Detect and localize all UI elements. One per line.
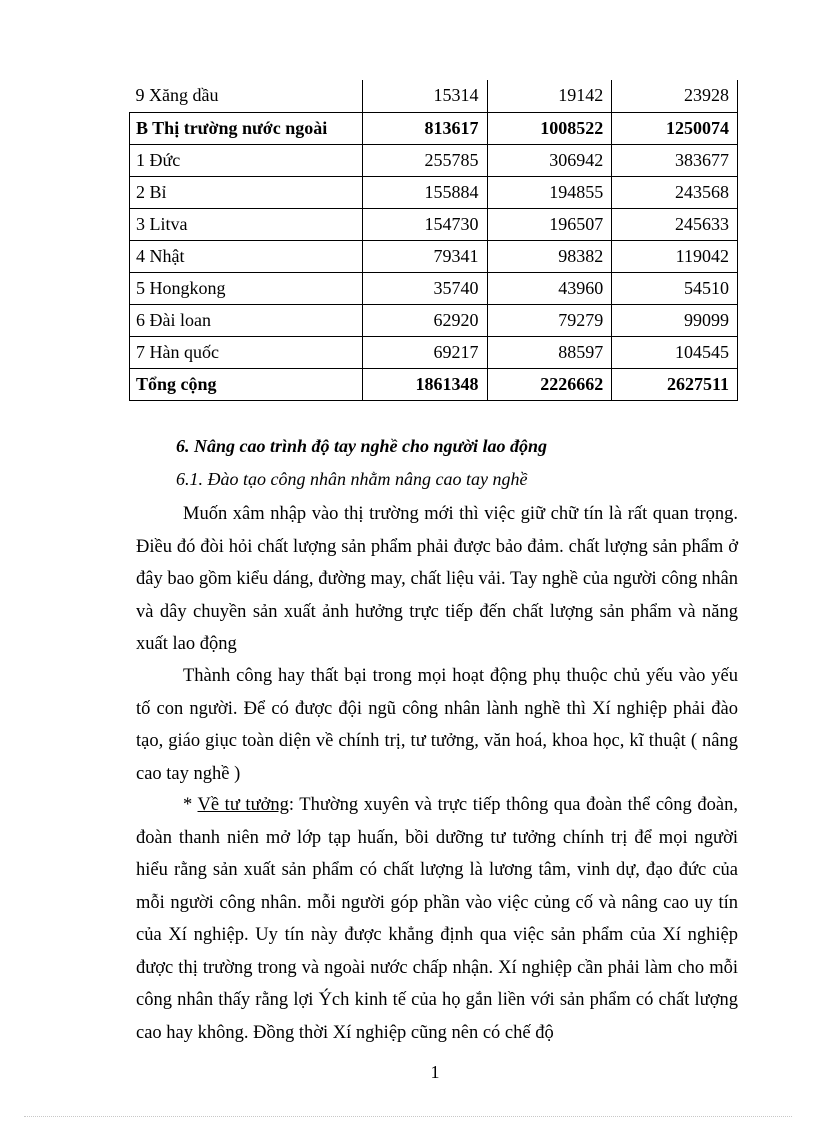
cell-value: 2627511 (612, 368, 738, 400)
cell-value: 62920 (362, 304, 487, 336)
row-label: 9 Xăng dầu (130, 80, 363, 112)
paragraph: Thành công hay thất bại trong mọi hoạt động phụ thuộc chủ yếu vào yếu tố con người. Để có được đội ngũ công nhân lành nghề thì Xí nghiệp phải đào tạo, giáo giục toàn diện về chính trị, tư tưởng, văn hoá, khoa học, kĩ thuật ( nâng cao tay nghề ) (136, 666, 738, 784)
row-label: B Thị trường nước ngoài (130, 112, 363, 144)
cell-value: 196507 (487, 208, 612, 240)
row-label: 5 Hongkong (130, 272, 363, 304)
footer-divider (24, 1116, 792, 1117)
cell-value: 1861348 (362, 368, 487, 400)
table-row (130, 304, 738, 336)
cell-value: 155884 (362, 176, 487, 208)
paragraph-text: : Thường xuyên và trực tiếp thông qua đoàn thể công đoàn, đoàn thanh niên mở lớp tạp huấn, bồi dưỡng tư tưởng chính trị để mọi người hiểu rằng sản xuất sản phẩm có chất lượng là lương tâm, vinh dự, đạo đức của mỗi người công nhân. mỗi người góp phần vào việc củng cố và nâng cao uy tín của Xí nghiệp. Uy tín này được khẳng định qua việc sản phẩm của Xí nghiệp được thị trường trong và ngoài nước chấp nhận. Xí nghiệp cần phải làm cho mỗi công nhân thấy rằng lợi Ých kinh tế của họ gắn liền với sản phẩm có chất lượng cao hay không. Đồng thời Xí nghiệp cũng nên có chế độ (136, 795, 738, 1043)
row-label: 3 Litva (130, 208, 363, 240)
table-row (130, 272, 738, 304)
section-subheading: 6.1. Đào tạo công nhân nhằm nâng cao tay nghề (176, 469, 528, 489)
cell-value: 383677 (612, 144, 738, 176)
paragraph-prefix: * (183, 795, 198, 815)
market-data-table (129, 80, 738, 401)
cell-value: 35740 (362, 272, 487, 304)
row-label: Tổng cộng (130, 368, 363, 400)
cell-value: 15314 (362, 80, 487, 112)
cell-value: 54510 (612, 272, 738, 304)
row-label: 4 Nhật (130, 240, 363, 272)
cell-value: 813617 (362, 112, 487, 144)
cell-value: 119042 (612, 240, 738, 272)
underlined-label: Về tư tưởng (197, 795, 289, 815)
table-row (130, 208, 738, 240)
cell-value: 2226662 (487, 368, 612, 400)
table-row (130, 80, 738, 112)
cell-value: 1250074 (612, 112, 738, 144)
row-label: 7 Hàn quốc (130, 336, 363, 368)
table-row (130, 336, 738, 368)
cell-value: 79341 (362, 240, 487, 272)
cell-value: 88597 (487, 336, 612, 368)
cell-value: 194855 (487, 176, 612, 208)
cell-value: 243568 (612, 176, 738, 208)
cell-value: 255785 (362, 144, 487, 176)
page-number: 1 (430, 1062, 440, 1082)
table-row (130, 240, 738, 272)
table-row-total (130, 368, 738, 400)
cell-value: 79279 (487, 304, 612, 336)
cell-value: 19142 (487, 80, 612, 112)
paragraph (136, 789, 738, 1049)
table-row (130, 144, 738, 176)
cell-value: 43960 (487, 272, 612, 304)
cell-value: 1008522 (487, 112, 612, 144)
cell-value: 245633 (612, 208, 738, 240)
row-label: 2 Bỉ (130, 176, 363, 208)
table-row-subtotal (130, 112, 738, 144)
cell-value: 99099 (612, 304, 738, 336)
cell-value: 104545 (612, 336, 738, 368)
row-label: 6 Đài loan (130, 304, 363, 336)
cell-value: 306942 (487, 144, 612, 176)
row-label: 1 Đức (130, 144, 363, 176)
cell-value: 154730 (362, 208, 487, 240)
cell-value: 69217 (362, 336, 487, 368)
cell-value: 23928 (612, 80, 738, 112)
paragraph: Muốn xâm nhập vào thị trường mới thì việc giữ chữ tín là rất quan trọng. Điều đó đòi hỏi chất lượng sản phẩm phải được bảo đảm. chất lượng sản phẩm ở đây bao gồm kiểu dáng, đường may, chất liệu vải. Tay nghề của người công nhân và dây chuyền sản xuất ảnh hưởng trực tiếp đến chất lượng sản phẩm và năng xuất lao động (136, 504, 738, 654)
table-row (130, 176, 738, 208)
cell-value: 98382 (487, 240, 612, 272)
section-heading: 6. Nâng cao trình độ tay nghề cho người lao động (176, 436, 547, 456)
